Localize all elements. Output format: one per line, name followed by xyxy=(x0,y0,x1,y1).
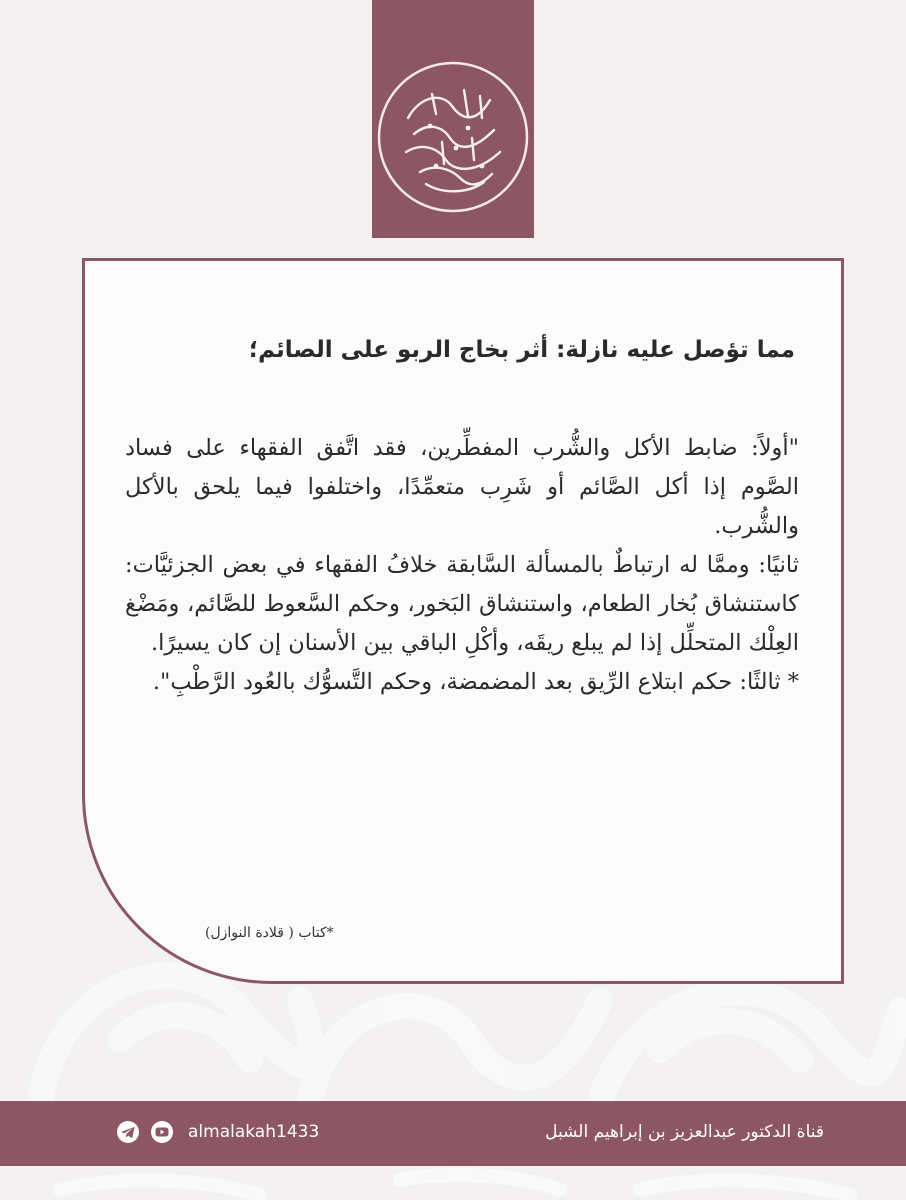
calligraphy-logo xyxy=(372,56,534,218)
social-handle[interactable]: almalakah1433 xyxy=(188,1122,320,1142)
content-card xyxy=(82,258,844,984)
paragraph-third: * ثالثًا: حكم ابتلاع الرِّيق بعد المضمضة، وحكم التَّسوُّك بالعُود الرَّطْبِ". xyxy=(152,669,799,695)
post-title: مما تؤصل عليه نازلة: أثر بخاج الربو على الصائم؛ xyxy=(248,337,795,363)
paragraph-second: ثانيًا: وممَّا له ارتباطٌ بالمسألة السَّابقة خلافُ الفقهاء في بعض الجزئيَّات: كاستنشاق بُخار الطعام، واستنشاق البَخور، وحكم السَّعوط للصَّائم، ومَضْغ العِلْك المتحلِّل إذا لم يبلع ريقَه، وأكْلِ الباقي بين الأسنان إن كان يسيرًا. xyxy=(125,552,799,656)
social-handle-group[interactable] xyxy=(116,1120,319,1144)
paragraph-first: "أولاً: ضابط الأكل والشُّرب المفطِّرين، فقد اتَّفق الفقهاء على فساد الصَّوم إذا أكل الصَّائم أو شَرِب متعمِّدًا، واختلفوا فيما يلحق بالأكل والشُّرب. xyxy=(125,435,799,539)
telegram-icon[interactable] xyxy=(116,1120,140,1144)
post-body xyxy=(125,429,799,702)
channel-name: قناة الدكتور عبدالعزيز بن إبراهيم الشبل xyxy=(545,1122,824,1142)
source-citation: *كتاب ( قلادة النوازل) xyxy=(205,925,334,941)
footer-bar xyxy=(0,1101,906,1166)
youtube-icon[interactable] xyxy=(150,1120,174,1144)
